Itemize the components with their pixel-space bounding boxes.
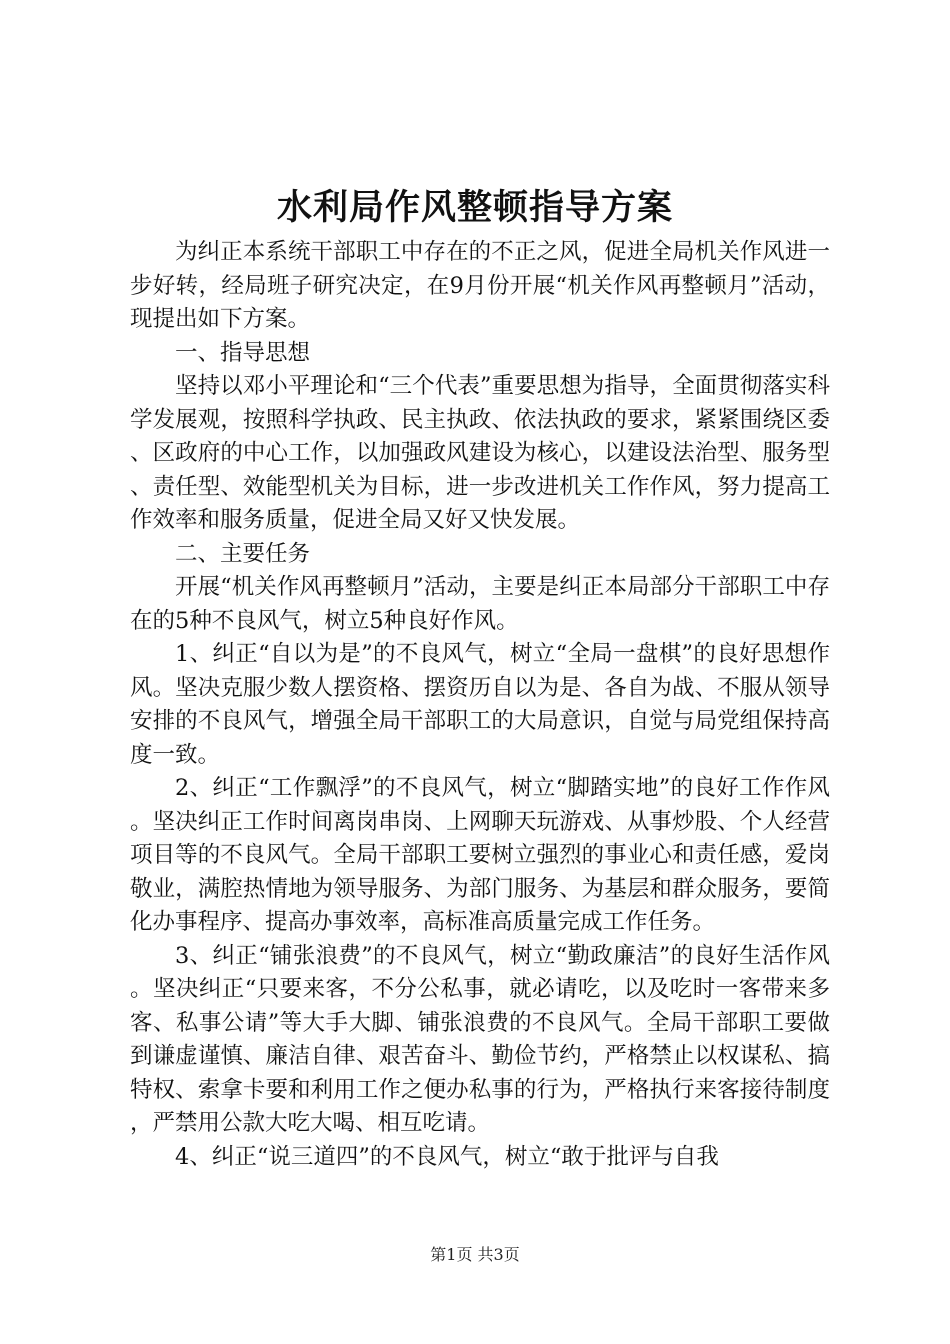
task-item-4: 4、纠正“说三道四”的不良风气，树立“敢于批评与自我 <box>175 1143 719 1170</box>
guiding-ideology-paragraph: 坚持以邓小平理论和“三个代表”重要思想为指导，全面贯彻落实科学发展观，按照科学执政、民主执政、依法执政的要求，紧紧围绕区委、区政府的中心工作，以加强政风建设为核心，以建设法治型、服务型、责任型、效能型机关为目标，进一步改进机关工作作风，努力提高工作效率和服务质量，促进全局又好又快发展。 <box>130 373 830 533</box>
task-item-1: 1、纠正“自以为是”的不良风气，树立“全局一盘棋”的良好思想作风。坚决克服少数人摆资格、摆资历自以为是、各自为战、不服从领导安排的不良风气，增强全局干部职工的大局意识，自觉与局党组保持高度一致。 <box>130 641 830 768</box>
intro-paragraph: 为纠正本系统干部职工中存在的不正之风，促进全局机关作风进一步好转，经局班子研究决定，在9月份开展“机关作风再整顿月”活动，现提出如下方案。 <box>130 239 830 332</box>
page-footer: 第1页 共3页 <box>430 1245 520 1264</box>
document-body <box>130 236 830 1174</box>
document-title: 水利局作风整顿指导方案 <box>276 187 673 228</box>
task-item-2: 2、纠正“工作飘浮”的不良风气，树立“脚踏实地”的良好工作作风。坚决纠正工作时间离岗串岗、上网聊天玩游戏、从事炒股、个人经营项目等的不良风气。全局干部职工要树立强烈的事业心和责任感，爱岗敬业，满腔热情地为领导服务、为部门服务、为基层和群众服务，要简化办事程序、提高办事效率，高标准高质量完成工作任务。 <box>130 775 830 935</box>
section-heading-guiding-ideology: 一、指导思想 <box>175 339 311 366</box>
main-tasks-paragraph: 开展“机关作风再整顿月”活动，主要是纠正本局部分干部职工中存在的5种不良风气，树立5种良好作风。 <box>130 574 830 634</box>
section-heading-main-tasks: 二、主要任务 <box>175 540 311 567</box>
task-item-3: 3、纠正“铺张浪费”的不良风气，树立“勤政廉洁”的良好生活作风。坚决纠正“只要来客，不分公私事，就必请吃，以及吃时一客带来多客、私事公请”等大手大脚、铺张浪费的不良风气。全局干部职工要做到谦虚谨慎、廉洁自律、艰苦奋斗、勤俭节约，严格禁止以权谋私、搞特权、索拿卡要和利用工作之便办私事的行为，严格执行来客接待制度，严禁用公款大吃大喝、相互吃请。 <box>130 942 830 1136</box>
